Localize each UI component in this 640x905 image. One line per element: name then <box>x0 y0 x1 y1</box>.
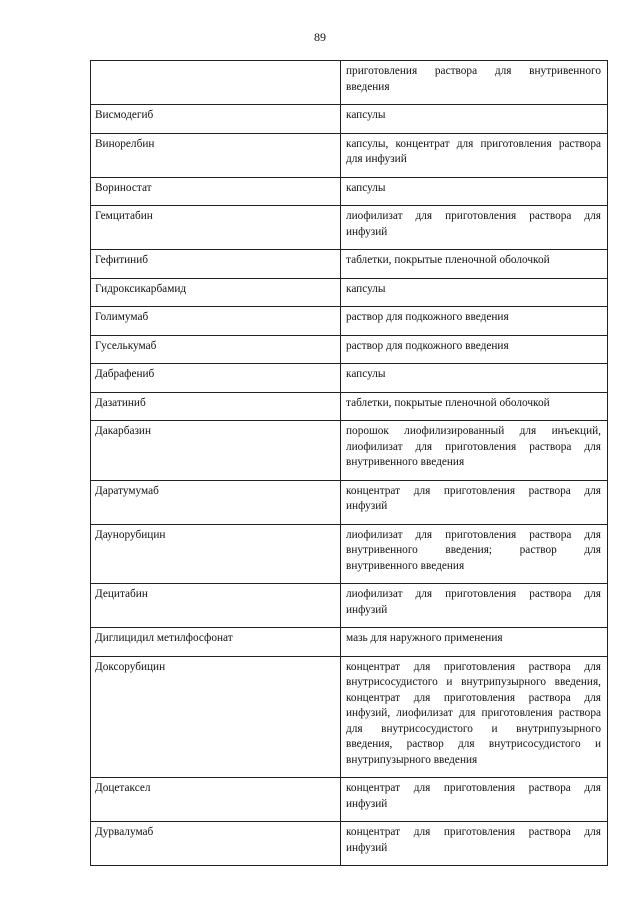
table-row <box>91 822 608 866</box>
drug-form: раствор для подкожного введения <box>341 307 608 336</box>
drug-name: Гуселькумаб <box>91 335 341 364</box>
drug-name: Дурвалумаб <box>91 822 341 866</box>
drug-name: Голимумаб <box>91 307 341 336</box>
drug-form: капсулы <box>341 364 608 393</box>
drug-form: приготовления раствора для внутривенного введения <box>341 61 608 105</box>
table-row <box>91 250 608 279</box>
drug-table <box>90 60 608 866</box>
drug-name: Вориностат <box>91 177 341 206</box>
drug-name: Децитабин <box>91 584 341 628</box>
drug-form: капсулы <box>341 177 608 206</box>
drug-form: концентрат для приготовления раствора для инфузий <box>341 822 608 866</box>
table-row <box>91 584 608 628</box>
drug-form: лиофилизат для приготовления раствора для внутривенного введения; раствор для внутривенного введения <box>341 524 608 584</box>
drug-name <box>91 61 341 105</box>
drug-form: лиофилизат для приготовления раствора для инфузий <box>341 206 608 250</box>
drug-name: Диглицидил метилфосфонат <box>91 628 341 657</box>
drug-name: Гемцитабин <box>91 206 341 250</box>
drug-form: капсулы <box>341 105 608 134</box>
drug-form: лиофилизат для приготовления раствора для инфузий <box>341 584 608 628</box>
drug-table-body <box>91 61 608 866</box>
drug-form: таблетки, покрытые пленочной оболочкой <box>341 392 608 421</box>
table-row <box>91 392 608 421</box>
drug-name: Висмодегиб <box>91 105 341 134</box>
table-row <box>91 133 608 177</box>
drug-form: капсулы, концентрат для приготовления раствора для инфузий <box>341 133 608 177</box>
drug-name: Даунорубицин <box>91 524 341 584</box>
table-row <box>91 778 608 822</box>
drug-form: концентрат для приготовления раствора для внутрисосудистого и внутрипузырного введения, концентрат для приготовления раствора для инфузий, лиофилизат для приготовления раствора для внутрисосудистого и внутрипузырного введения, раствор для внутрисосудистого и внутрипузырного введения <box>341 656 608 778</box>
table-row <box>91 364 608 393</box>
table-row <box>91 177 608 206</box>
drug-form: концентрат для приготовления раствора для инфузий <box>341 778 608 822</box>
table-row <box>91 628 608 657</box>
table-row <box>91 105 608 134</box>
drug-name: Гидроксикарбамид <box>91 278 341 307</box>
table-row <box>91 421 608 481</box>
drug-name: Дабрафениб <box>91 364 341 393</box>
table-row <box>91 335 608 364</box>
drug-form: концентрат для приготовления раствора для инфузий <box>341 480 608 524</box>
table-row <box>91 480 608 524</box>
drug-name: Винорелбин <box>91 133 341 177</box>
table-row <box>91 278 608 307</box>
drug-name: Доксорубицин <box>91 656 341 778</box>
table-row <box>91 206 608 250</box>
drug-form: раствор для подкожного введения <box>341 335 608 364</box>
drug-name: Дазатиниб <box>91 392 341 421</box>
drug-form: капсулы <box>341 278 608 307</box>
drug-name: Гефитиниб <box>91 250 341 279</box>
drug-form: мазь для наружного применения <box>341 628 608 657</box>
page-number: 89 <box>314 30 326 44</box>
table-row <box>91 307 608 336</box>
table-row <box>91 524 608 584</box>
drug-form: таблетки, покрытые пленочной оболочкой <box>341 250 608 279</box>
drug-name: Даратумумаб <box>91 480 341 524</box>
table-row <box>91 61 608 105</box>
drug-name: Дакарбазин <box>91 421 341 481</box>
table-row <box>91 656 608 778</box>
drug-name: Доцетаксел <box>91 778 341 822</box>
drug-form: порошок лиофилизированный для инъекций, лиофилизат для приготовления раствора для внутривенного введения <box>341 421 608 481</box>
